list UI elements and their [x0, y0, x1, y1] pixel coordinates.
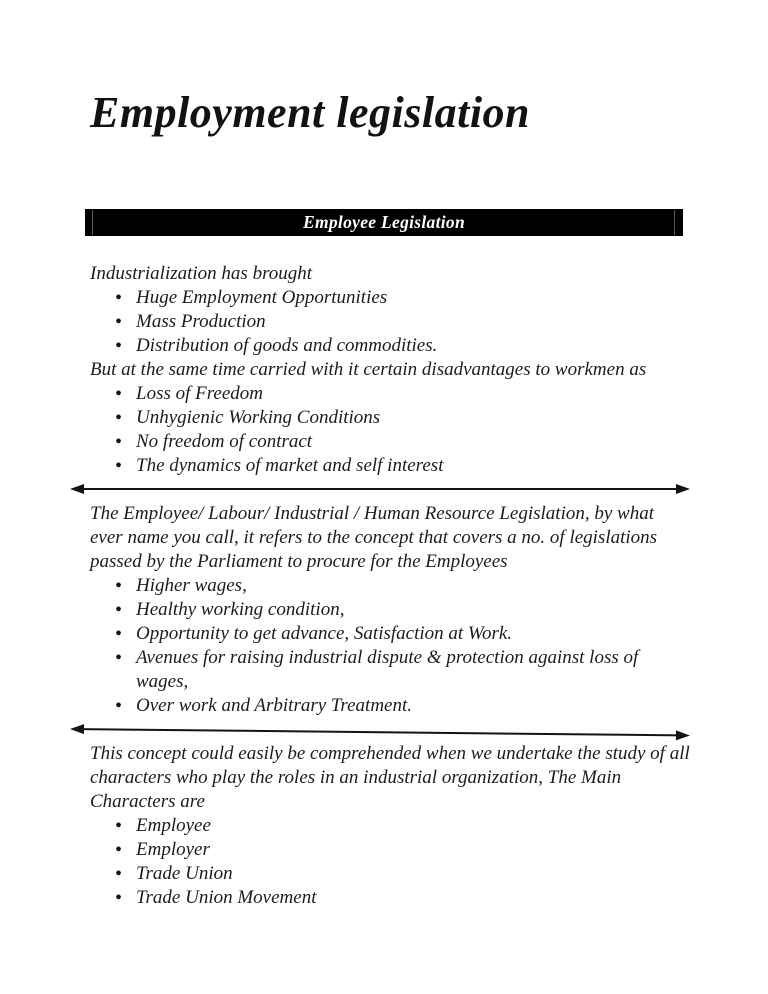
double-arrow-divider: [70, 478, 690, 502]
paragraph-industrialization-lead: Industrialization has brought: [90, 263, 313, 284]
list-item: • Trade Union Movement: [90, 886, 690, 910]
list-item: • Opportunity to get advance, Satisfaction at Work.: [90, 622, 690, 646]
list-item: • Distribution of goods and commodities.: [90, 334, 690, 358]
double-arrow-icon: [70, 723, 690, 741]
list-item: • Employer: [90, 838, 690, 862]
double-arrow-divider: [70, 718, 690, 742]
list-item: • Over work and Arbitrary Treatment.: [90, 694, 690, 718]
section-banner: [85, 209, 683, 236]
paragraph-characters-lead: This concept could easily be comprehended when we undertake the study of all characters who play the roles in an industrial organization, The Main Characters are: [90, 743, 690, 812]
list-item: • The dynamics of market and self interest: [90, 454, 690, 478]
document-body: [90, 262, 690, 910]
list-item: • Mass Production: [90, 310, 690, 334]
page-title: Employment legislation: [90, 88, 531, 137]
list-item: • Unhygienic Working Conditions: [90, 406, 690, 430]
list-item: • Employee: [90, 814, 690, 838]
paragraph-legislation-lead: The Employee/ Labour/ Industrial / Human Resource Legislation, by what ever name you call, it refers to the concept that covers a no. of legislations passed by the Parliament to procure for the Employees: [90, 503, 658, 572]
list-main-characters: [90, 814, 690, 910]
list-industrialization-benefits: [90, 286, 690, 358]
list-disadvantages: [90, 382, 690, 478]
list-item: • No freedom of contract: [90, 430, 690, 454]
list-item: • Loss of Freedom: [90, 382, 690, 406]
section-banner-title: Employee Legislation: [302, 212, 466, 232]
list-legislation-goals: [90, 574, 690, 718]
list-item: • Trade Union: [90, 862, 690, 886]
paragraph-disadvantages-lead: But at the same time carried with it certain disadvantages to workmen as: [90, 359, 647, 380]
list-item: • Huge Employment Opportunities: [90, 286, 690, 310]
list-item: • Healthy working condition,: [90, 598, 690, 622]
list-item: • Higher wages,: [90, 574, 690, 598]
list-item: • Avenues for raising industrial dispute & protection against loss of wages,: [90, 646, 690, 694]
double-arrow-icon: [70, 483, 690, 495]
